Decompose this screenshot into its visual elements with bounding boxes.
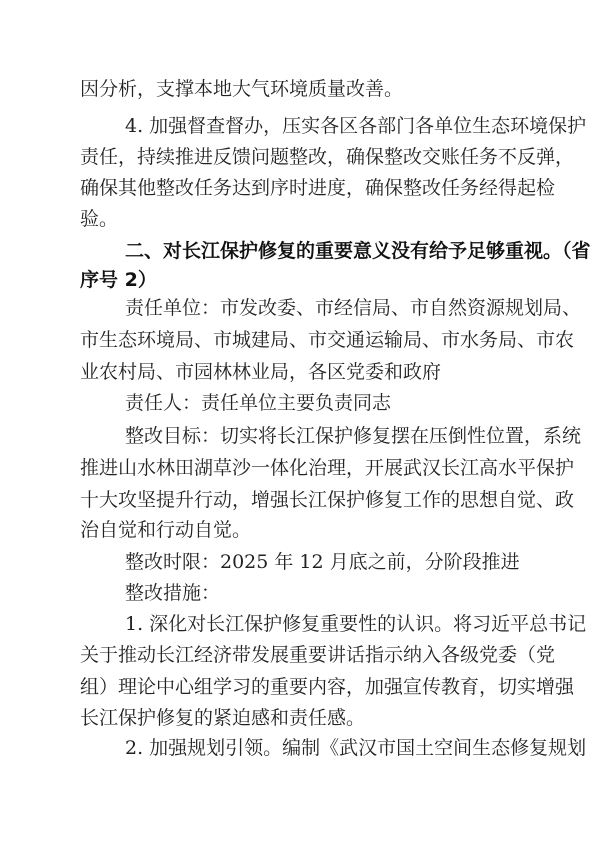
body-text-line: 确保其他整改任务达到序时进度，确保整改任务经得起检 [80, 177, 556, 199]
body-text-line: 因分析，支撑本地大气环境质量改善。 [80, 78, 404, 100]
measure-item-1: 1. 深化对长江保护修复重要性的认识。将习近平总书记 [125, 613, 587, 635]
body-text-line: 治自觉和行动自觉。 [80, 519, 252, 541]
body-text-line: 推进山水林田湖草沙一体化治理，开展武汉长江高水平保护 [80, 457, 575, 479]
body-text-line: 十大攻坚提升行动，增强长江保护修复工作的思想自觉、政 [80, 489, 575, 511]
measure-item-2: 2. 加强规划引领。编制《武汉市国土空间生态修复规划 [125, 737, 587, 759]
body-text-line: 责任，持续推进反馈问题整改，确保整改交账任务不反弹， [80, 146, 575, 168]
body-text-line: 市生态环境局、市城建局、市交通运输局、市水务局、市农 [80, 329, 575, 351]
responsible-units: 责任单位：市发改委、市经信局、市自然资源规划局、 [125, 297, 582, 319]
section-heading: 二、对长江保护修复的重要意义没有给予足够重视。（省 [125, 240, 591, 262]
rectification-measures-label: 整改措施： [125, 582, 221, 604]
responsible-person: 责任人：责任单位主要负责同志 [125, 392, 392, 414]
body-text-line: 业农村局、市园林林业局，各区党委和政府 [80, 361, 442, 383]
rectification-goal: 整改目标：切实将长江保护修复摆在压倒性位置，系统 [125, 425, 582, 447]
body-text-line: 验。 [80, 208, 119, 230]
rectification-deadline: 整改时限：2025 年 12 月底之前，分阶段推进 [125, 551, 520, 573]
body-text-line: 关于推动长江经济带发展重要讲话指示纳入各级党委（党 [80, 644, 556, 666]
measure-item-4: 4. 加强督查督办，压实各区各部门各单位生态环境保护 [125, 115, 587, 137]
body-text-line: 长江保护修复的紧迫感和责任感。 [80, 707, 366, 729]
body-text-line: 组）理论中心组学习的重要内容，加强宣传教育，切实增强 [80, 676, 575, 698]
section-heading-cont: 序号 2） [80, 269, 157, 291]
